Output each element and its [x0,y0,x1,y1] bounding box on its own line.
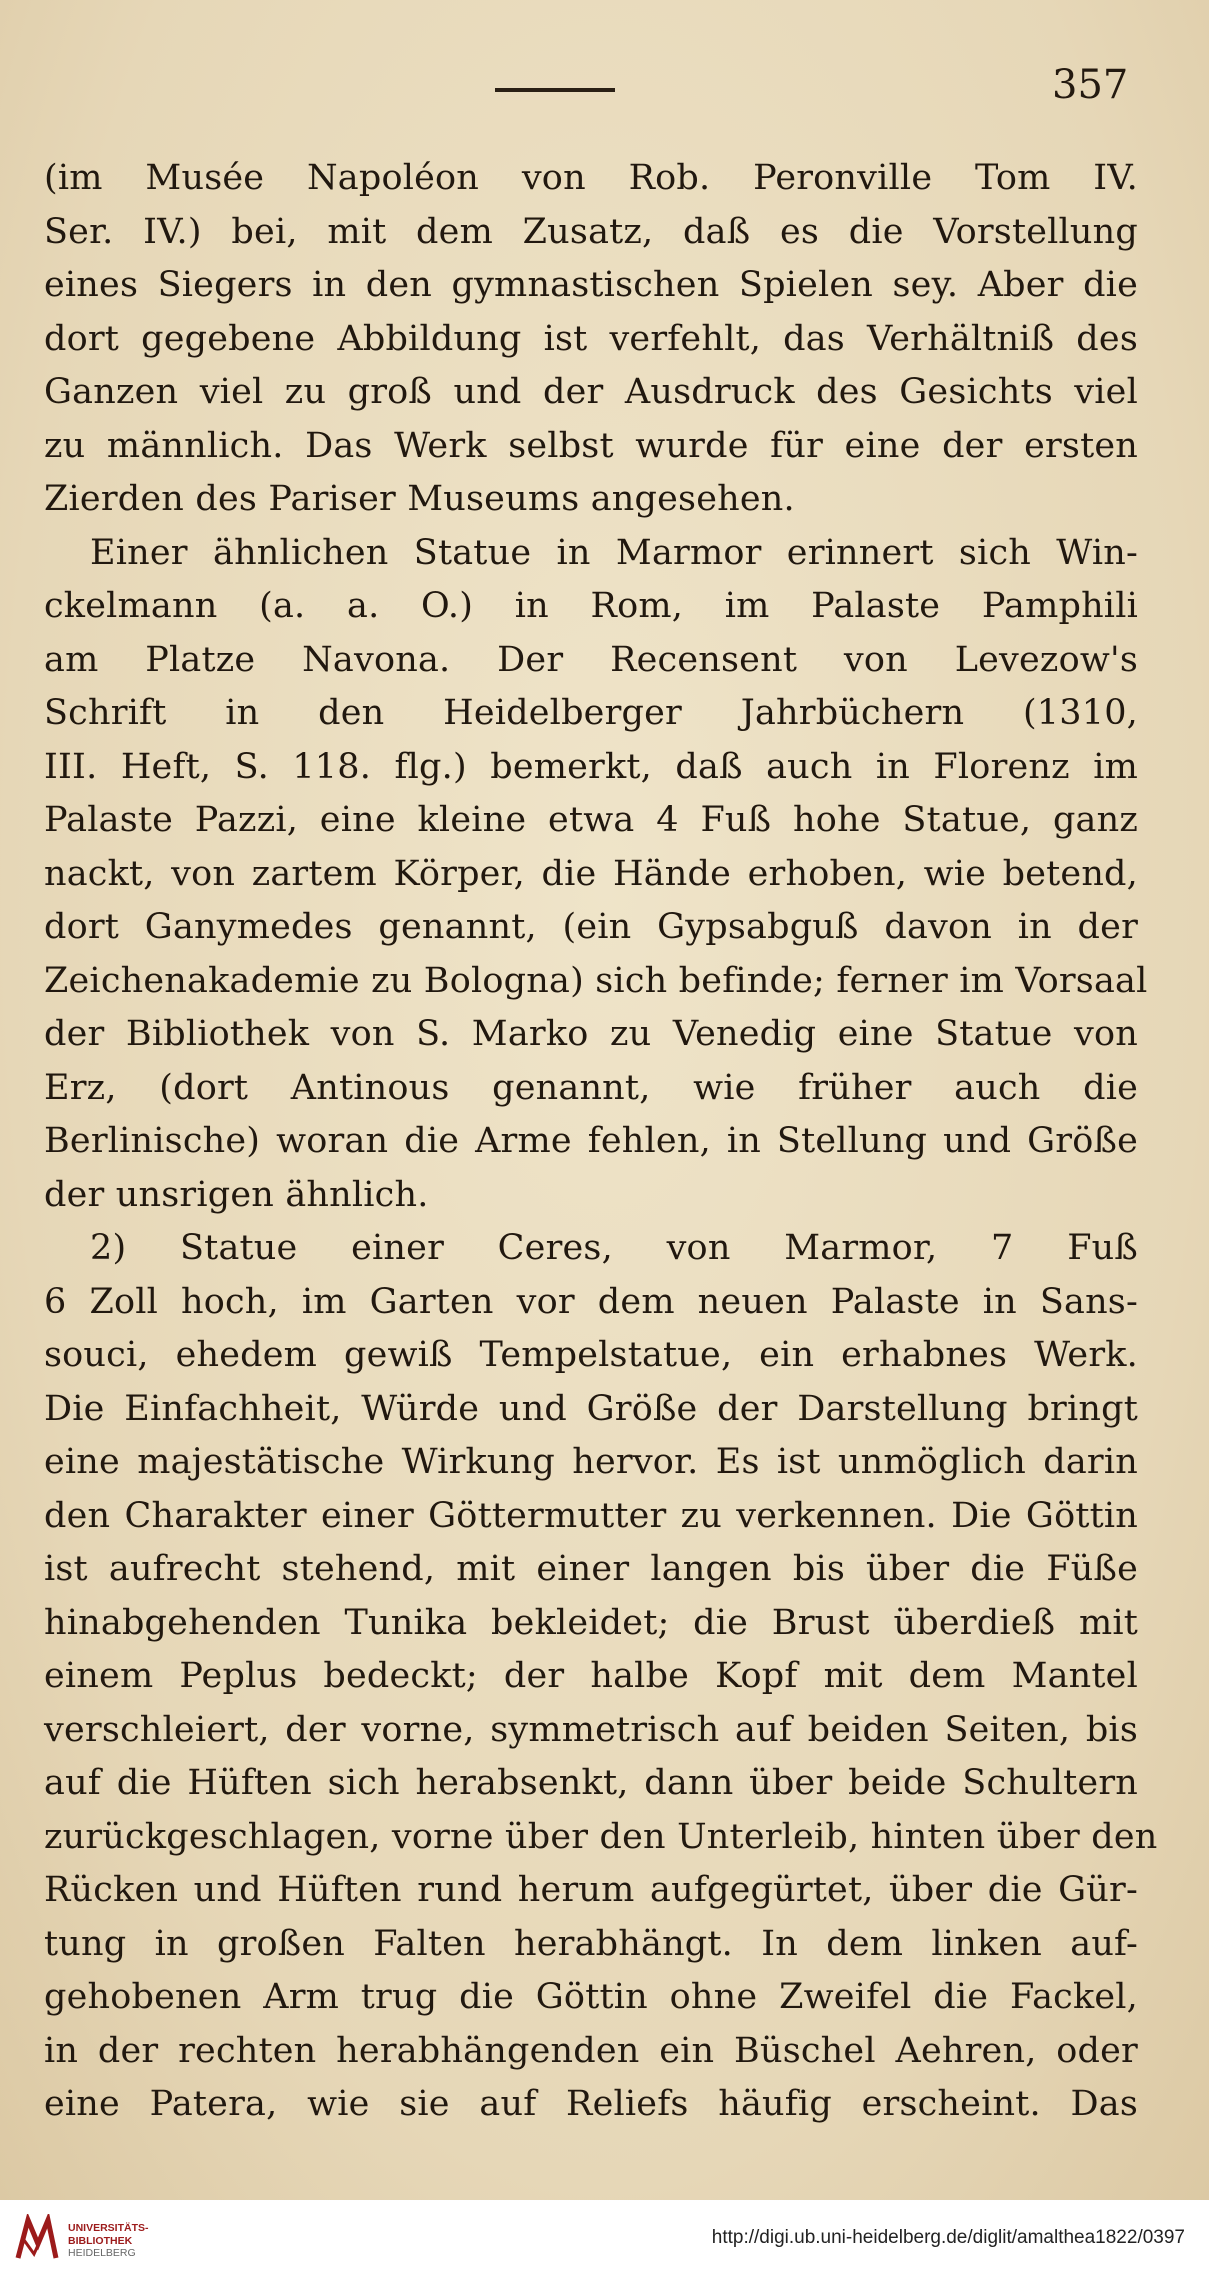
source-url-link[interactable]: http://digi.ub.uni-heidelberg.de/diglit/amalthea1822/0397 [711,2227,1185,2248]
text-line: den Charakter einer Göttermutter zu verkennen. Die Göttin [44,1495,1138,1536]
library-name-line: BIBLIOTHEK [68,2234,133,2247]
text-line: 6 Zoll hoch, im Garten vor dem neuen Palaste in Sans- [44,1281,1138,1322]
text-line: dort Ganymedes genannt, (ein Gypsabguß davon in der [44,907,1138,947]
footer-bar [0,2200,1209,2278]
text-line: zu männlich. Das Werk selbst wurde für eine der ersten [44,425,1138,466]
text-line: ist aufrecht stehend, mit einer langen bis über die Füße [44,1549,1138,1589]
text-line: Die Einfachheit, Würde und Größe der Darstellung bringt [44,1388,1138,1429]
text-line: nackt, von zartem Körper, die Hände erhoben, wie betend, [44,853,1138,894]
text-line: zurückgeschlagen, vorne über den Unterleib, hinten über den [44,1816,1158,1857]
text-line: dort gegebene Abbildung ist verfehlt, das Verhältniß des [44,318,1138,359]
text-line: eine majestätische Wirkung hervor. Es ist unmöglich darin [44,1442,1138,1482]
text-line: Erz, (dort Antinous genannt, wie früher auch die [44,1067,1138,1108]
text-line: tung in großen Falten herabhängt. In dem linken auf- [44,1923,1138,1964]
library-name [68,2222,149,2260]
text-line: Ser. IV.) bei, mit dem Zusatz, daß es die Vorstellung [44,211,1138,252]
text-line: auf die Hüften sich herabsenkt, dann über beide Schultern [44,1763,1138,1803]
text-line: 2) Statue einer Ceres, von Marmor, 7 Fuß [90,1228,1138,1268]
text-line: verschleiert, der vorne, symmetrisch auf beiden Seiten, bis [44,1709,1138,1750]
text-line: Zeichenakademie zu Bologna) sich befinde; ferner im Vorsaal [44,960,1148,1001]
text-line: gehobenen Arm trug die Göttin ohne Zweifel die Fackel, [44,1977,1138,2017]
text-line: III. Heft, S. 118. flg.) bemerkt, daß auch in Florenz im [44,746,1138,787]
text-line: der Bibliothek von S. Marko zu Venedig eine Statue von [44,1014,1138,1054]
text-line: der unsrigen ähnlich. [44,1174,429,1215]
text-line: Zierden des Pariser Museums angesehen. [44,479,795,519]
text-line: Ganzen viel zu groß und der Ausdruck des Gesichts viel [44,372,1138,412]
library-name-line: UNIVERSITÄTS- [68,2222,149,2234]
text-line: Rücken und Hüften rund herum aufgegürtet, über die Gür- [44,1870,1138,1910]
text-line: Palaste Pazzi, eine kleine etwa 4 Fuß hohe Statue, ganz [44,800,1138,840]
text-line: souci, ehedem gewiß Tempelstatue, ein erhabnes Werk. [44,1335,1138,1375]
page-number: 357 [1052,62,1129,108]
university-library-logo-icon [14,2214,60,2264]
body-text [44,152,1158,2132]
text-line: einem Peplus bedeckt; der halbe Kopf mit dem Mantel [44,1656,1138,1696]
text-line: eines Siegers in den gymnastischen Spielen sey. Aber die [44,265,1138,305]
text-line: am Platze Navona. Der Recensent von Levezow's [44,639,1138,680]
header-rule [495,88,615,92]
text-line: eine Patera, wie sie auf Reliefs häufig erscheint. Das [44,2084,1138,2124]
text-line: ckelmann (a. a. O.) in Rom, im Palaste Pamphili [44,586,1138,626]
text-line: hinabgehenden Tunika bekleidet; die Brust überdieß mit [44,1602,1138,1643]
text-line: Schrift in den Heidelberger Jahrbüchern (1310, [44,693,1138,733]
text-line: in der rechten herabhängenden ein Büschel Aehren, oder [44,2030,1138,2071]
text-line: Berlinische) woran die Arme fehlen, in Stellung und Größe [44,1121,1138,1161]
library-name-line: HEIDELBERG [68,2247,136,2259]
text-line: Einer ähnlichen Statue in Marmor erinnert sich Win- [90,532,1138,573]
text-line: (im Musée Napoléon von Rob. Peronville Tom IV. [44,158,1138,198]
